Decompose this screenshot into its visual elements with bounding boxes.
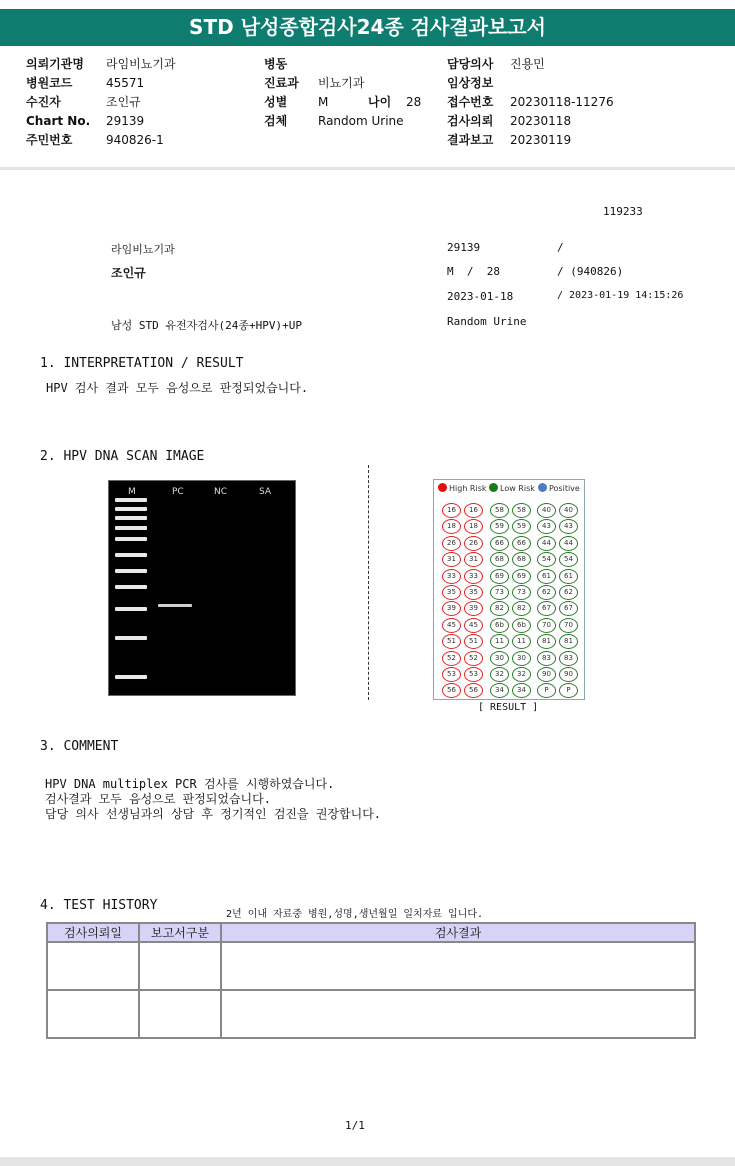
low-risk-dot-icon — [489, 483, 498, 492]
hpv-type-oval: 33 — [442, 569, 461, 584]
hpv-type-oval: 61 — [537, 569, 556, 584]
hpv-type-oval: 26 — [464, 536, 483, 551]
hpv-type-oval: 66 — [512, 536, 531, 551]
report-code: 119233 — [603, 205, 643, 218]
hpv-type-oval: 83 — [537, 651, 556, 666]
hpv-type-oval: 68 — [490, 552, 509, 567]
hpv-type-oval: 40 — [559, 503, 578, 518]
hpv-type-oval: 51 — [442, 634, 461, 649]
legend-high-risk: High Risk — [438, 483, 487, 493]
hpv-type-oval: 51 — [464, 634, 483, 649]
hpv-type-oval: 30 — [512, 651, 531, 666]
history-table — [46, 922, 696, 1039]
hpv-type-oval: P — [537, 683, 556, 698]
hpv-type-oval: 52 — [464, 651, 483, 666]
header-row: 병원코드 45571 — [26, 76, 145, 90]
ladder-band — [115, 585, 147, 589]
hpv-type-oval: 31 — [464, 552, 483, 567]
table-cell — [221, 990, 695, 1038]
hpv-type-oval: 68 — [512, 552, 531, 567]
result-label: [ RESULT ] — [478, 702, 539, 713]
section1-heading: 1. INTERPRETATION / RESULT — [40, 356, 244, 371]
header-row: 성별 M 나이 28 — [264, 93, 421, 112]
pc-band — [158, 604, 192, 607]
ladder-band — [115, 498, 147, 502]
hpv-type-oval: 67 — [537, 601, 556, 616]
gel-lane-label: SA — [259, 487, 272, 497]
section2-heading: 2. HPV DNA SCAN IMAGE — [40, 449, 205, 464]
header-row: 결과보고 20230119 — [447, 133, 572, 147]
header-row: Chart No. 29139 — [26, 114, 145, 128]
hpv-type-oval: 44 — [537, 536, 556, 551]
history-col-header: 검사의뢰일 — [47, 923, 139, 942]
hpv-type-oval: 6b — [490, 618, 509, 633]
hpv-type-oval: 32 — [490, 667, 509, 682]
ladder-band — [115, 526, 147, 530]
age-label: 나이 — [368, 95, 392, 109]
ladder-band — [115, 675, 147, 679]
report-sex-age: M / 28 — [447, 265, 500, 278]
legend-low-risk: Low Risk — [489, 483, 535, 493]
ladder-band — [115, 569, 147, 573]
ladder-band — [115, 507, 147, 511]
hpv-type-oval: 81 — [537, 634, 556, 649]
hpv-type-oval: 67 — [559, 601, 578, 616]
hpv-type-oval: 30 — [490, 651, 509, 666]
ladder-band — [115, 516, 147, 520]
hpv-type-oval: 35 — [464, 585, 483, 600]
hpv-type-oval: 31 — [442, 552, 461, 567]
report-test-name: 남성 STD 유전자검사(24종+HPV)+UP — [111, 319, 302, 332]
header-col-1 — [26, 55, 176, 150]
hpv-type-oval: 40 — [537, 503, 556, 518]
report-datetime: / 2023-01-19 14:15:26 — [557, 290, 684, 301]
hpv-type-oval: 69 — [490, 569, 509, 584]
comment-line: 담당 의사 선생님과의 상담 후 정기적인 검진을 권장합니다. — [45, 807, 382, 821]
gel-lane-label: M — [128, 487, 136, 497]
ladder-band — [115, 553, 147, 557]
hpv-type-oval: 43 — [537, 519, 556, 534]
hpv-type-oval: 61 — [559, 569, 578, 584]
hpv-type-oval: 35 — [442, 585, 461, 600]
section-divider — [368, 465, 369, 700]
hpv-type-oval: 58 — [512, 503, 531, 518]
table-cell — [139, 990, 221, 1038]
table-row — [47, 990, 695, 1038]
ladder-band — [115, 636, 147, 640]
hpv-type-oval: 45 — [464, 618, 483, 633]
hpv-result-panel — [433, 479, 585, 700]
hpv-type-oval: 39 — [464, 601, 483, 616]
hpv-type-oval: 11 — [490, 634, 509, 649]
hpv-type-oval: 70 — [559, 618, 578, 633]
history-col-header: 검사결과 — [221, 923, 695, 942]
hpv-type-oval: 18 — [442, 519, 461, 534]
report-clinic: 라임비뇨기과 — [111, 243, 175, 256]
hpv-type-oval: 90 — [537, 667, 556, 682]
hpv-type-oval: 34 — [512, 683, 531, 698]
header-row: 담당의사 진용민 — [447, 57, 545, 71]
comment-block — [45, 777, 381, 822]
header-row: 진료과 비뇨기과 — [264, 76, 365, 90]
hpv-type-oval: 54 — [537, 552, 556, 567]
hpv-type-oval: 62 — [537, 585, 556, 600]
report-chart: 29139 — [447, 241, 481, 254]
hpv-type-oval: 56 — [464, 683, 483, 698]
comment-line: HPV DNA multiplex PCR 검사를 시행하였습니다. — [45, 777, 335, 791]
header-row: 의뢰기관명 라임비뇨기과 — [26, 57, 176, 71]
section4-heading: 4. TEST HISTORY — [40, 898, 158, 913]
hpv-type-oval: 82 — [512, 601, 531, 616]
table-row — [47, 942, 695, 990]
table-cell — [47, 942, 139, 990]
hpv-type-oval: P — [559, 683, 578, 698]
header-col-2 — [264, 55, 421, 131]
hpv-type-oval: 54 — [559, 552, 578, 567]
hpv-type-oval: 81 — [559, 634, 578, 649]
hpv-type-oval: 58 — [490, 503, 509, 518]
report-chart-sep: / — [557, 241, 564, 254]
gel-lane-label: PC — [172, 487, 184, 497]
comment-line: 검사결과 모두 음성으로 판정되었습니다. — [45, 792, 271, 806]
age-value: 28 — [406, 95, 422, 109]
history-header-row — [47, 923, 695, 942]
hpv-type-oval: 33 — [464, 569, 483, 584]
history-note: 2년 이내 자료중 병원,성명,생년월일 일치자료 입니다. — [226, 909, 484, 920]
section3-heading: 3. COMMENT — [40, 739, 119, 754]
hpv-type-oval: 53 — [464, 667, 483, 682]
hpv-type-oval: 90 — [559, 667, 578, 682]
table-cell — [47, 990, 139, 1038]
gel-lane-label: NC — [214, 487, 228, 497]
hpv-type-oval: 70 — [537, 618, 556, 633]
report-specimen: Random Urine — [447, 315, 527, 328]
header-row: 주민번호 940826-1 — [26, 133, 164, 147]
header-row: 접수번호 20230118-11276 — [447, 95, 614, 109]
ladder-band — [115, 607, 147, 611]
high-risk-dot-icon — [438, 483, 447, 492]
header-row: 검사의뢰 20230118 — [447, 114, 572, 128]
hpv-type-oval: 69 — [512, 569, 531, 584]
hpv-type-oval: 56 — [442, 683, 461, 698]
positive-dot-icon — [538, 483, 547, 492]
footer-bar — [0, 1157, 735, 1166]
report-birth: / (940826) — [557, 265, 624, 278]
hpv-type-oval: 66 — [490, 536, 509, 551]
gel-image — [108, 480, 296, 696]
header-divider — [0, 167, 735, 170]
hpv-type-oval: 73 — [512, 585, 531, 600]
history-col-header: 보고서구분 — [139, 923, 221, 942]
hpv-type-oval: 34 — [490, 683, 509, 698]
hpv-type-oval: 82 — [490, 601, 509, 616]
hpv-type-oval: 52 — [442, 651, 461, 666]
hpv-type-oval: 59 — [490, 519, 509, 534]
hpv-type-oval: 53 — [442, 667, 461, 682]
report-title: STD 남성종합검사24종 검사결과보고서 — [0, 9, 735, 46]
hpv-type-oval: 43 — [559, 519, 578, 534]
hpv-type-oval: 16 — [442, 503, 461, 518]
header-col-3 — [447, 55, 614, 150]
section1-text: HPV 검사 결과 모두 음성으로 판정되었습니다. — [46, 381, 309, 395]
legend-positive: Positive — [538, 483, 580, 493]
hpv-type-oval: 26 — [442, 536, 461, 551]
hpv-type-oval: 44 — [559, 536, 578, 551]
header-row: 병동 — [264, 57, 288, 71]
table-cell — [221, 942, 695, 990]
hpv-type-oval: 45 — [442, 618, 461, 633]
table-cell — [139, 942, 221, 990]
page-number: 1/1 — [345, 1119, 365, 1132]
hpv-type-oval: 62 — [559, 585, 578, 600]
hpv-type-oval: 16 — [464, 503, 483, 518]
hpv-type-oval: 6b — [512, 618, 531, 633]
hpv-type-oval: 73 — [490, 585, 509, 600]
hpv-type-oval: 11 — [512, 634, 531, 649]
hpv-type-oval: 32 — [512, 667, 531, 682]
hpv-type-oval: 18 — [464, 519, 483, 534]
hpv-type-oval: 39 — [442, 601, 461, 616]
header-row: 임상정보 — [447, 76, 494, 90]
hpv-type-oval: 59 — [512, 519, 531, 534]
ladder-band — [115, 537, 147, 541]
report-receipt-date: 2023-01-18 — [447, 290, 514, 303]
report-patient: 조인규 — [111, 266, 146, 280]
hpv-type-oval: 83 — [559, 651, 578, 666]
header-row: 검체 Random Urine — [264, 114, 404, 128]
header-row: 수진자 조인규 — [26, 95, 141, 109]
